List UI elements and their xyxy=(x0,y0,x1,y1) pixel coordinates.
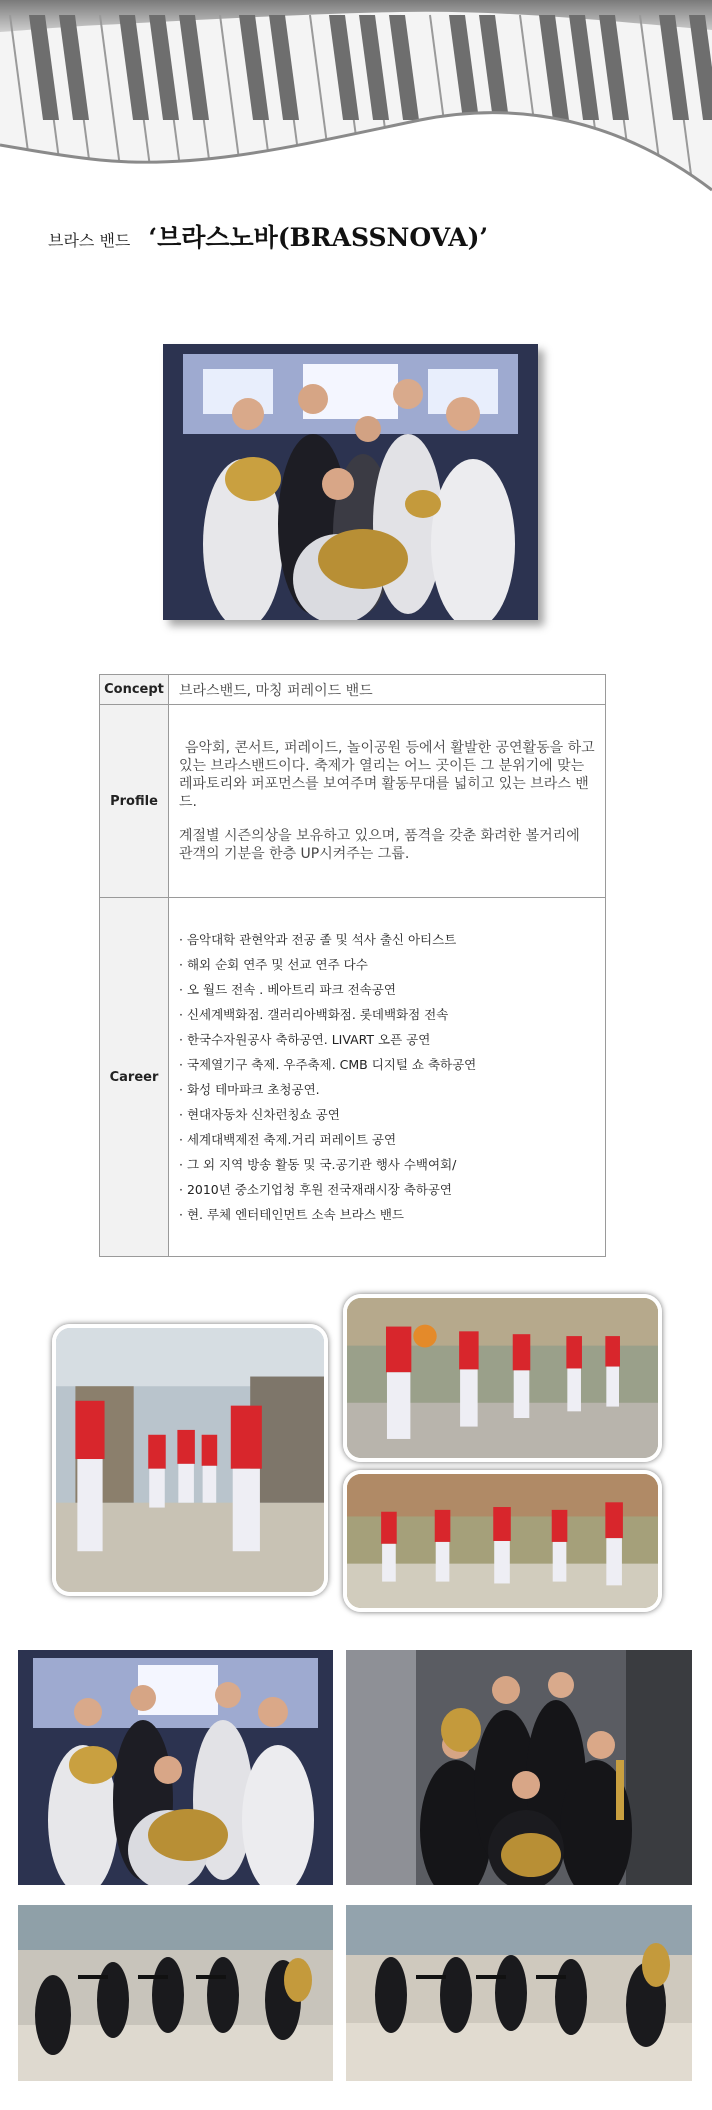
profile-paragraph: 계절별 시즌의상을 보유하고 있으며, 품격을 갖춘 화려한 볼거리에 관객의 기분을 한층 UP시켜주는 그룹. xyxy=(179,828,580,862)
concept-label: Concept xyxy=(100,675,169,705)
band-photo-white-suits xyxy=(18,1650,333,1885)
parade-photo-top-right xyxy=(343,1294,662,1462)
page-title: ‘브라스노바(BRASSNOVA)’ xyxy=(148,223,489,252)
band-info-table xyxy=(99,674,606,1257)
band-photo-indoor-1 xyxy=(18,1905,333,2081)
career-item: · 음악대학 관현악과 전공 졸 및 석사 출신 아티스트 xyxy=(179,927,595,952)
piano-keyboard-banner xyxy=(0,0,712,205)
band-group-photo xyxy=(163,344,538,620)
title-row xyxy=(48,218,488,258)
parade-photo-left xyxy=(52,1324,328,1596)
concept-row xyxy=(100,675,606,705)
career-item: · 현. 루체 엔터테인먼트 소속 브라스 밴드 xyxy=(179,1202,595,1227)
title-label: 브라스 밴드 xyxy=(48,231,131,250)
career-value xyxy=(169,898,606,1257)
band-photo-indoor-2 xyxy=(346,1905,692,2081)
career-item: · 2010년 중소기업청 후원 전국재래시장 축하공연 xyxy=(179,1177,595,1202)
career-item: · 한국수자원공사 축하공연. LIVART 오픈 공연 xyxy=(179,1027,595,1052)
profile-paragraph: 음악회, 콘서트, 퍼레이드, 놀이공원 등에서 활발한 공연활동을 하고 있는 브라스밴드이다. 축제가 열리는 어느 곳이든 그 분위기에 맞는 레파토리와 퍼포먼스를 보여주며 활동무대를 넓히고 있는 브라스 밴드. xyxy=(179,740,595,810)
profile-value xyxy=(169,705,606,898)
profile-row xyxy=(100,705,606,898)
career-item: · 현대자동차 신차런칭쇼 공연 xyxy=(179,1102,595,1127)
career-item: · 화성 테마파크 초청공연. xyxy=(179,1077,595,1102)
parade-photo-bottom-right xyxy=(343,1470,662,1612)
career-row xyxy=(100,898,606,1257)
profile-label: Profile xyxy=(100,705,169,898)
career-item: · 해외 순회 연주 및 선교 연주 다수 xyxy=(179,952,595,977)
concept-value: 브라스밴드, 마칭 퍼레이드 밴드 xyxy=(169,675,606,705)
career-list xyxy=(179,927,595,1227)
career-item: · 신세계백화점. 갤러리아백화점. 롯데백화점 전속 xyxy=(179,1002,595,1027)
career-item: · 오 월드 전속 . 베아트리 파크 전속공연 xyxy=(179,977,595,1002)
career-item: · 국제열기구 축제. 우주축제. CMB 디지털 쇼 축하공연 xyxy=(179,1052,595,1077)
band-photo-black-suits xyxy=(346,1650,692,1885)
career-item: · 세계대백제전 축제.거리 퍼레이트 공연 xyxy=(179,1127,595,1152)
career-item: · 그 외 지역 방송 활동 및 국.공기관 행사 수백여회/ xyxy=(179,1152,595,1177)
career-label: Career xyxy=(100,898,169,1257)
